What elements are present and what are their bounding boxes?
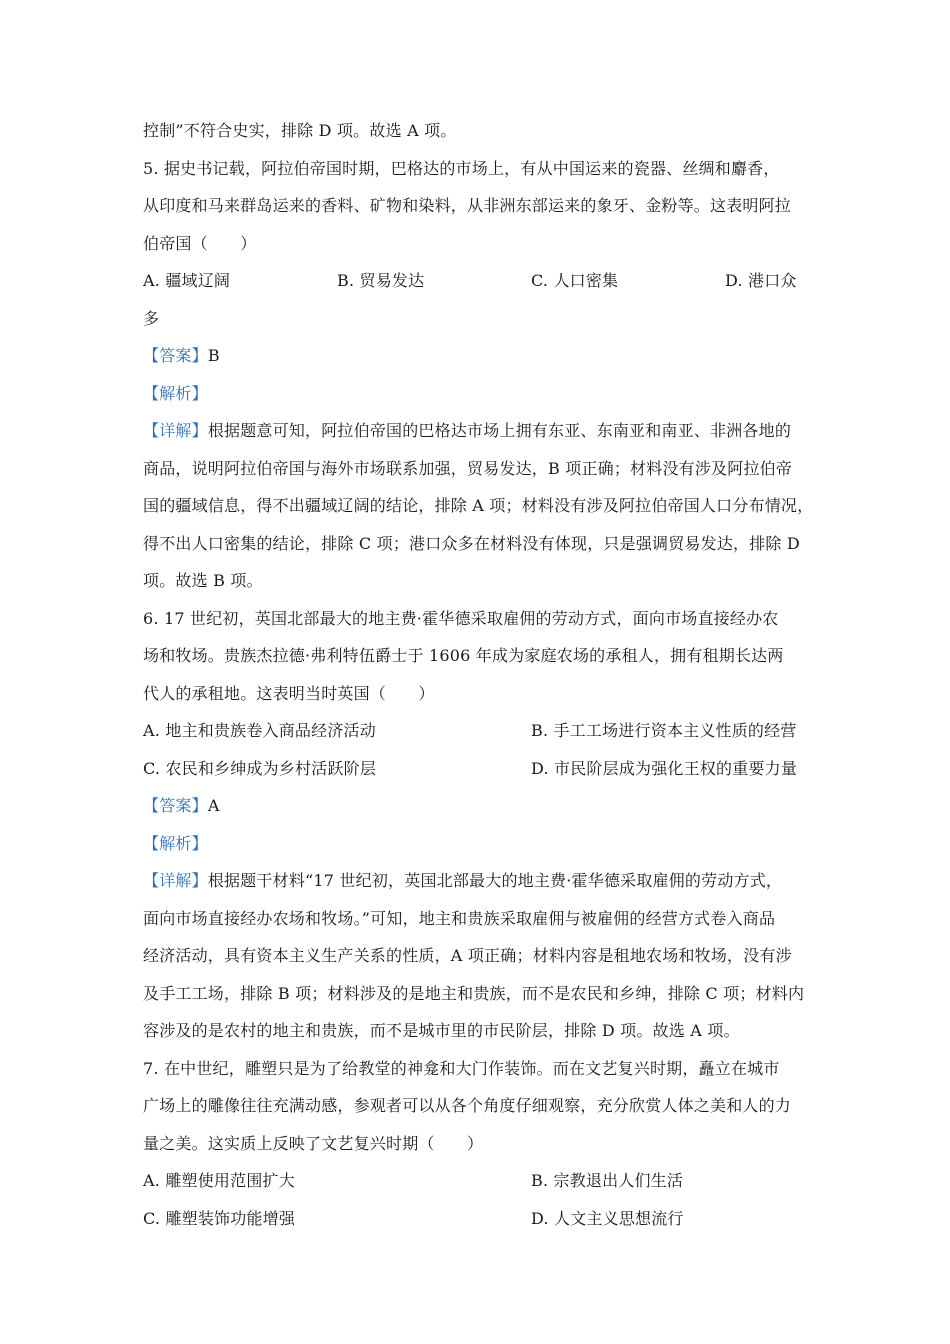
detail-text: 根据题干材料“17 世纪初，英国北部最大的地主费·霍华德采取雇佣的劳动方式， xyxy=(207,871,783,890)
previous-answer-tail: 控制”不符合史实，排除 D 项。故选 A 项。 xyxy=(143,121,457,140)
analysis-tag: 【解析】 xyxy=(143,383,208,403)
question-7 xyxy=(143,1050,815,1238)
question-5 xyxy=(143,150,815,600)
detail-line: 及手工工场，排除 B 项；材料涉及的是地主和贵族，而不是农民和乡绅，排除 C 项；材料内 xyxy=(143,983,805,1003)
detail-tag: 【详解】 xyxy=(143,421,208,440)
answer-options-row xyxy=(143,1162,815,1200)
analysis-line xyxy=(143,375,815,413)
detail-text: 根据题意可知，阿拉伯帝国的巴格达市场上拥有东亚、东南亚和南亚、非洲各地的 xyxy=(207,421,792,440)
answer-line xyxy=(143,337,815,375)
analysis-line xyxy=(143,825,815,863)
answer-tag: 【答案】 xyxy=(143,346,208,365)
question-stem-line: 6. 17 世纪初，英国北部最大的地主费·霍华德采取雇佣的劳动方式，面向市场直接经办农 xyxy=(143,608,779,628)
detail-line: 面向市场直接经办农场和牧场。”可知，地主和贵族采取雇佣与被雇佣的经营方式卷入商品 xyxy=(143,908,776,928)
question-stem-line: 量之美。这实质上反映了文艺复兴时期（ ） xyxy=(143,1133,484,1153)
answer-value: B xyxy=(207,346,220,365)
document-page xyxy=(143,112,815,1237)
detail-line: 容涉及的是农村的地主和贵族，而不是城市里的市民阶层，排除 D 项。故选 A 项。 xyxy=(143,1021,740,1040)
question-stem-line: 7. 在中世纪，雕塑只是为了给教堂的神龛和大门作装饰。而在文艺复兴时期，矗立在城市 xyxy=(143,1058,780,1078)
option-b: B. 手工工场进行资本主义性质的经营 xyxy=(531,721,797,740)
option-d: D. 市民阶层成为强化王权的重要力量 xyxy=(531,758,798,778)
option-d: D. 港口众 xyxy=(725,271,797,290)
option-b: B. 贸易发达 xyxy=(337,271,425,290)
answer-options-row xyxy=(143,750,815,788)
detail-tag: 【详解】 xyxy=(143,871,208,890)
question-stem-line: 广场上的雕像往往充满动感，参观者可以从各个角度仔细观察，充分欣赏人体之美和人的力 xyxy=(143,1096,792,1115)
detail-line: 商品，说明阿拉伯帝国与海外市场联系加强，贸易发达，B 项正确；材料没有涉及阿拉伯帝 xyxy=(143,458,793,478)
question-stem-line: 场和牧场。贵族杰拉德·弗利特伍爵士于 1606 年成为家庭农场的承租人，拥有租期长达两 xyxy=(143,646,784,665)
detail-line: 经济活动，具有资本主义生产关系的性质，A 项正确；材料内容是租地农场和牧场，没有涉 xyxy=(143,946,792,965)
option-b: B. 宗教退出人们生活 xyxy=(531,1171,684,1190)
option-d: D. 人文主义思想流行 xyxy=(531,1208,684,1228)
option-c: C. 农民和乡绅成为乡村活跃阶层 xyxy=(143,758,377,778)
detail-line xyxy=(143,412,815,450)
answer-line xyxy=(143,787,815,825)
question-stem-line: 代人的承租地。这表明当时英国（ ） xyxy=(143,683,435,703)
question-stem-line: 5. 据史书记载，阿拉伯帝国时期，巴格达的市场上，有从中国运来的瓷器、丝绸和麝香， xyxy=(143,158,780,178)
detail-line: 国的疆域信息，得不出疆域辽阔的结论，排除 A 项；材料没有涉及阿拉伯帝国人口分布情况， xyxy=(143,496,814,515)
detail-line xyxy=(143,862,815,900)
detail-line: 得不出人口密集的结论，排除 C 项；港口众多在材料没有体现，只是强调贸易发达，排除 D xyxy=(143,533,800,553)
answer-options xyxy=(143,262,815,300)
option-c: C. 雕塑装饰功能增强 xyxy=(143,1208,296,1228)
question-stem-line: 伯帝国（ ） xyxy=(143,233,257,253)
answer-options-row xyxy=(143,1200,815,1238)
detail-line: 项。故选 B 项。 xyxy=(143,571,263,590)
option-c: C. 人口密集 xyxy=(531,271,619,290)
option-d-wrap: 多 xyxy=(143,308,160,328)
question-stem-line: 从印度和马来群岛运来的香料、矿物和染料，从非洲东部运来的象牙、金粉等。这表明阿拉 xyxy=(143,196,792,215)
answer-value: A xyxy=(207,796,220,815)
question-6 xyxy=(143,600,815,1050)
analysis-tag: 【解析】 xyxy=(143,833,208,853)
option-a: A. 地主和贵族卷入商品经济活动 xyxy=(143,721,376,740)
option-a: A. 疆域辽阔 xyxy=(143,271,231,290)
answer-tag: 【答案】 xyxy=(143,796,208,815)
answer-options-row xyxy=(143,712,815,750)
option-a: A. 雕塑使用范围扩大 xyxy=(143,1171,295,1190)
